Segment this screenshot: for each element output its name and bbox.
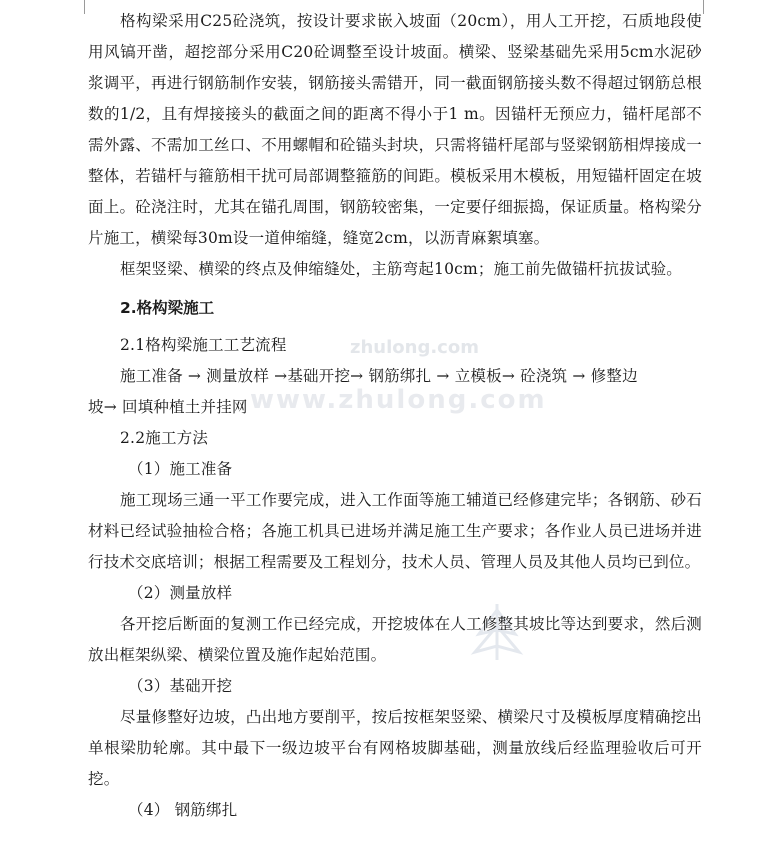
paragraph-excavation: 尽量修整好边坡，凸出地方要削平，按后按框架竖梁、横梁尺寸及模板厚度精确挖出单根梁肋轮廓。其中最下一级边坡平台有网格坡脚基础，测量放线后经监理验收后可开挖。 xyxy=(88,708,702,788)
watermark-text: zhulong.com xyxy=(350,337,479,358)
process-flow-line-2: 坡→ 回填种植土并挂网 xyxy=(88,398,248,416)
page-edge-right xyxy=(703,0,704,14)
paragraph-preparation: 施工现场三通一平工作要完成，进入工作面等施工辅道已经修建完毕；各钢筋、砂石材料已经试验抽检合格；各施工机具已进场并满足施工生产要求；各作业人员已进场并进行技术交底培训；根据工程需要及工程划分，技术人员、管理人员及其他人员均已到位。 xyxy=(88,491,702,571)
page-edge-left xyxy=(84,0,85,14)
paragraph-lattice-beam-casting: 格构梁采用C25砼浇筑，按设计要求嵌入坡面（20cm），用人工开挖，石质地段使用风镐开凿，超挖部分采用C20砼调整至设计坡面。横梁、竖梁基础先采用5cm水泥砂浆调平，再进行钢筋制作安装，钢筋接头需错开，同一截面钢筋接头数不得超过钢筋总根数的1/2，且有焊接接头的截面之间的距离不得小于1 m。因锚杆无预应力，锚杆尾部不需外露、不需加工丝口、不用螺帽和砼锚头封块，只需将锚杆尾部与竖梁钢筋相焊接成一整体，若锚杆与箍筋相干扰可局部调整箍筋的间距。模板采用木模板，用短锚杆固定在坡面上。砼浇注时，尤其在锚孔周围，钢筋较密集，一定要仔细振捣，保证质量。格构梁分片施工，横梁每30m设一道伸缩缝，缝宽2cm，以沥青麻絮填塞。 xyxy=(88,12,702,247)
step-heading-excavation: （3）基础开挖 xyxy=(128,677,233,695)
document-body xyxy=(88,6,702,826)
process-flow-line-1: 施工准备 → 测量放样 →基础开挖→ 钢筋绑扎 → 立模板→ 砼浇筑 → 修整边 xyxy=(120,367,638,385)
section-heading-lattice-beam-construction: 2.格构梁施工 xyxy=(120,299,215,317)
paragraph-beam-endpoints: 框架竖梁、横梁的终点及伸缩缝处，主筋弯起10cm；施工前先做锚杆抗拔试验。 xyxy=(120,260,683,278)
subsection-heading-process-flow: 2.1格构梁施工工艺流程 xyxy=(120,336,287,354)
step-heading-survey: （2）测量放样 xyxy=(128,584,233,602)
watermark-url: www.zhulong.com xyxy=(250,385,547,415)
step-heading-preparation: （1）施工准备 xyxy=(128,460,233,478)
step-heading-rebar: （4） 钢筋绑扎 xyxy=(128,801,238,819)
subsection-heading-methods: 2.2施工方法 xyxy=(120,429,209,447)
paragraph-survey: 各开挖后断面的复测工作已经完成，开挖坡体在人工修整其坡比等达到要求，然后测放出框架纵梁、横梁位置及施作起始范围。 xyxy=(88,615,702,664)
